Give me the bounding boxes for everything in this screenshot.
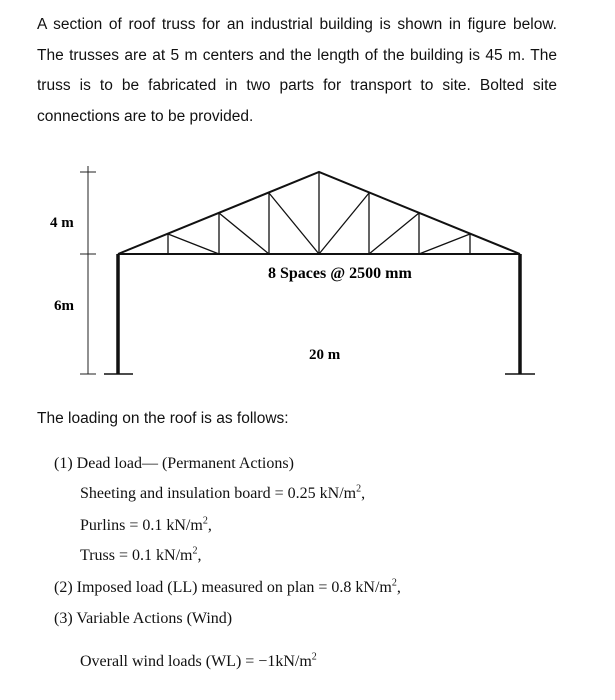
intro-paragraph: A section of roof truss for an industrial building is shown in figure below. The trusses are at 5 m centers and the length of the building is 45 m. The truss is to be fabricated in two parts for transport to site. Bolted site connections are to be provided. — [37, 16, 557, 125]
sheeting-exponent: 2 — [356, 483, 362, 495]
spaces-label: 8 Spaces @ 2500 mm — [268, 265, 412, 282]
wind-load — [80, 653, 317, 671]
diagonal-2 — [219, 213, 269, 254]
dead-load-item: (1) Dead load— (Permanent Actions) — [54, 455, 294, 472]
sheeting-suffix: , — [361, 485, 366, 502]
imposed-load-text: (2) Imposed load (LL) measured on plan = 0.8 kN/m — [54, 579, 392, 596]
diagonal-5 — [369, 213, 419, 254]
truss-figure — [0, 160, 615, 385]
truss-text: Truss = 0.1 kN/m — [80, 547, 193, 564]
dim-column-height-label: 6m — [54, 298, 74, 314]
truss-suffix: , — [197, 547, 202, 564]
dimension-lines — [80, 166, 96, 374]
imposed-load-suffix: , — [396, 579, 401, 596]
wind-load-text: Overall wind loads (WL) = −1kN/m — [80, 653, 312, 670]
problem-intro — [37, 10, 557, 132]
diagonal-1 — [168, 234, 219, 254]
wind-actions-item: (3) Variable Actions (Wind) — [54, 610, 233, 627]
truss-load — [80, 547, 201, 565]
wind-load-exponent: 2 — [311, 651, 317, 663]
purlins-load — [80, 517, 212, 535]
purlins-exponent: 2 — [202, 515, 208, 527]
span-label: 20 m — [309, 347, 341, 363]
diagonal-4 — [319, 193, 369, 254]
imposed-load-item — [54, 579, 401, 597]
purlins-text: Purlins = 0.1 kN/m — [80, 517, 203, 534]
loading-heading: The loading on the roof is as follows: — [37, 410, 289, 427]
dim-truss-height-label: 4 m — [50, 215, 74, 231]
purlins-suffix: , — [207, 517, 212, 534]
verticals — [168, 172, 470, 254]
sheeting-load — [80, 485, 365, 503]
truss-exponent: 2 — [192, 545, 198, 557]
diagonal-3 — [269, 193, 319, 254]
diagonal-6 — [419, 234, 470, 254]
sheeting-text: Sheeting and insulation board = 0.25 kN/m — [80, 485, 357, 502]
truss-members — [118, 172, 520, 254]
imposed-load-exponent: 2 — [391, 577, 397, 589]
